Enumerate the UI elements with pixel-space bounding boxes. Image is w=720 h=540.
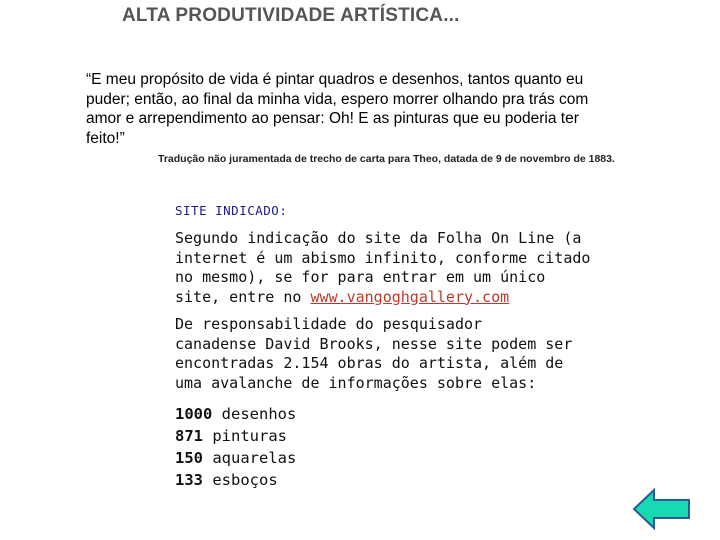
stat-label: esboços	[212, 471, 278, 489]
paragraph-line: encontradas 2.154 obras do artista, além de	[175, 354, 564, 372]
stat-item	[175, 447, 296, 469]
paragraph-text: site, entre no	[175, 287, 311, 306]
site-paragraph-1	[175, 229, 625, 307]
back-arrow-icon	[632, 488, 692, 530]
site-heading: SITE INDICADO:	[175, 203, 288, 218]
slide-title: ALTA PRODUTIVIDADE ARTÍSTICA...	[122, 5, 460, 26]
stat-label: desenhos	[221, 405, 297, 423]
paragraph-line	[175, 288, 625, 308]
quote-caption: Tradução não juramentada de trecho de carta para Theo, datada de 9 de novembro de 1883.	[158, 153, 615, 165]
quote-line: feito!”	[86, 129, 125, 147]
paragraph-line: canadense David Brooks, nesse site podem ser	[175, 334, 573, 353]
stat-label: aquarelas	[212, 449, 297, 467]
vangogh-gallery-link[interactable]: www.vangoghgallery.com	[310, 287, 510, 306]
stat-label: pinturas	[212, 427, 287, 445]
stat-number: 150	[175, 449, 203, 467]
paragraph-line: Segundo indicação do site da Folha On Line (a	[175, 229, 582, 247]
quote-line: puder; então, ao final da minha vida, espero morrer olhando pra trás com	[86, 90, 589, 108]
quote-block	[86, 70, 656, 148]
stat-number: 1000	[175, 405, 213, 423]
paragraph-line: uma avalanche de informações sobre elas:	[175, 373, 537, 392]
stat-item	[175, 469, 296, 491]
stat-number: 871	[175, 427, 203, 445]
stat-item	[175, 425, 296, 447]
paragraph-line: internet é um abismo infinito, conforme citado	[175, 248, 591, 267]
paragraph-line: no mesmo), se for para entrar em um único	[175, 268, 546, 286]
site-paragraph-2	[175, 315, 625, 393]
stat-number: 133	[175, 471, 203, 489]
stat-item	[175, 403, 296, 425]
paragraph-line: De responsabilidade do pesquisador	[175, 315, 483, 333]
quote-line: amor e arrependimento ao pensar: Oh! E as pinturas que eu poderia ter	[86, 110, 579, 127]
quote-line: “E meu propósito de vida é pintar quadros e desenhos, tantos quanto eu	[86, 71, 584, 88]
back-button[interactable]	[632, 488, 692, 530]
stats-list	[175, 403, 296, 491]
